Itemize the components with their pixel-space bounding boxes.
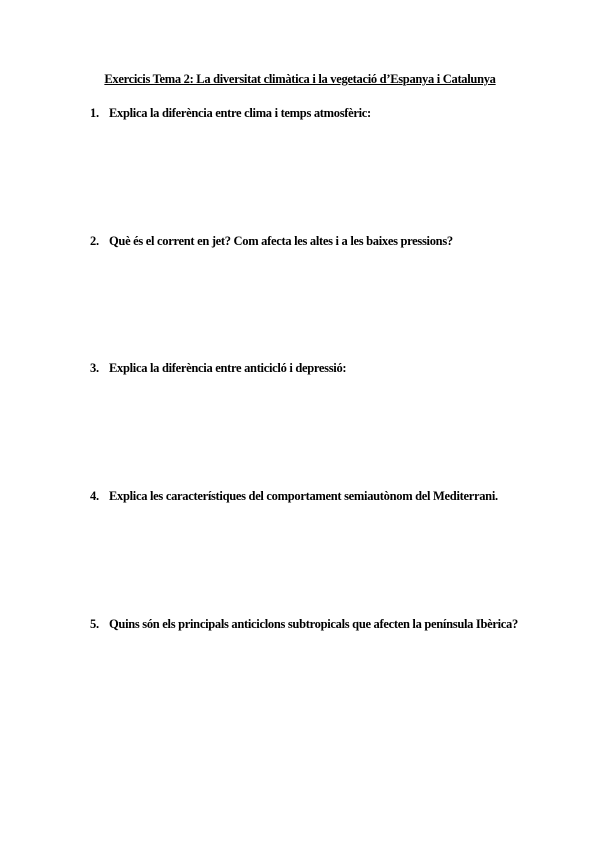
document-title: Exercicis Tema 2: La diversitat climàtica i la vegetació d’Espanya i Catalunya [104,72,496,86]
question-text: Explica la diferència entre anticicló i depressió: [109,361,347,375]
question-number: 4. [90,489,99,503]
question-2 [90,233,520,250]
question-text: Explica les característiques del comportament semiautònom del Mediterrani. [109,489,498,503]
question-3 [90,360,520,377]
question-text: Explica la diferència entre clima i temps atmosfèric: [109,106,371,120]
question-number: 1. [90,106,99,120]
question-5 [90,616,520,633]
question-number: 3. [90,361,99,375]
question-number: 5. [90,617,99,631]
question-1 [90,105,520,122]
question-number: 2. [90,234,99,248]
question-text: Quins són els principals anticiclons subtropicals que afecten la península Ibèrica? [109,617,518,631]
question-text: Què és el corrent en jet? Com afecta les altes i a les baixes pressions? [109,234,453,248]
question-4 [90,488,520,505]
